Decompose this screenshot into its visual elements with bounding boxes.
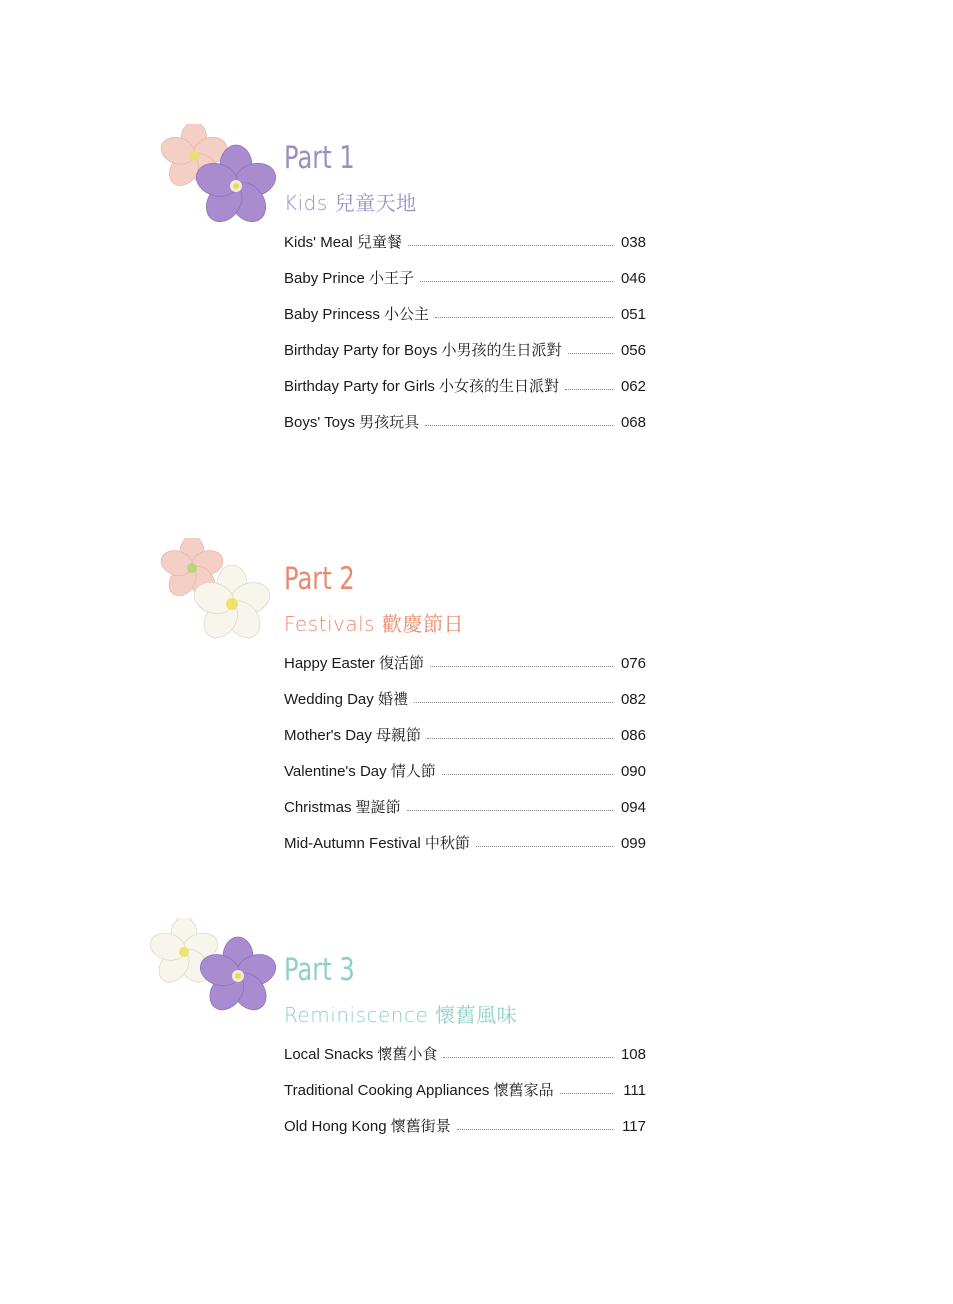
toc-entry-page: 051: [620, 306, 646, 323]
leader-dots: [414, 691, 613, 703]
toc-entry[interactable]: [284, 691, 646, 727]
leader-dots: [420, 270, 613, 282]
leader-dots: [476, 835, 613, 847]
toc-list: [284, 655, 646, 871]
toc-entry-page: 082: [620, 691, 646, 708]
toc-entry-page: 099: [620, 835, 646, 852]
leader-dots: [408, 234, 613, 246]
part-title: Part 1: [284, 140, 355, 176]
toc-entry-label: Valentine's Day 情人節: [284, 763, 436, 780]
toc-entry-label: Wedding Day 婚禮: [284, 691, 408, 708]
toc-entry-label: Mid-Autumn Festival 中秋節: [284, 835, 470, 852]
toc-entry-label: Old Hong Kong 懷舊街景: [284, 1118, 451, 1135]
leader-dots: [435, 306, 613, 318]
flower-decoration-icon: [148, 918, 278, 1018]
toc-entry[interactable]: [284, 414, 646, 450]
leader-dots: [565, 378, 613, 390]
toc-entry-label: Birthday Party for Boys 小男孩的生日派對: [284, 342, 562, 359]
toc-entry-page: 108: [620, 1046, 646, 1063]
toc-entry-label: Baby Prince 小王子: [284, 270, 415, 287]
leader-dots: [425, 414, 613, 426]
toc-entry[interactable]: [284, 727, 646, 763]
toc-entry-page: 062: [620, 378, 646, 395]
part-subtitle: Festivals 歡慶節日: [284, 612, 464, 636]
flower-decoration-icon: [158, 538, 274, 644]
toc-entry[interactable]: [284, 655, 646, 691]
leader-dots: [430, 655, 613, 667]
toc-entry-label: Boys' Toys 男孩玩具: [284, 414, 420, 431]
toc-entry[interactable]: [284, 342, 646, 378]
toc-entry-label: Birthday Party for Girls 小女孩的生日派對: [284, 378, 560, 395]
leader-dots: [427, 727, 613, 739]
toc-entry-label: Christmas 聖誕節: [284, 799, 401, 816]
part-title: Part 3: [284, 952, 355, 988]
toc-entry-page: 111: [623, 1082, 646, 1099]
toc-entry-page: 056: [620, 342, 646, 359]
toc-entry-page: 117: [622, 1118, 646, 1135]
toc-list: [284, 1046, 646, 1154]
leader-dots: [560, 1082, 613, 1094]
toc-entry-page: 038: [620, 234, 646, 251]
toc-entry-page: 094: [620, 799, 646, 816]
toc-entry-label: Mother's Day 母親節: [284, 727, 422, 744]
toc-entry[interactable]: [284, 1082, 646, 1118]
toc-entry[interactable]: [284, 835, 646, 871]
toc-entry-label: Local Snacks 懷舊小食: [284, 1046, 438, 1063]
toc-entry[interactable]: [284, 306, 646, 342]
toc-entry[interactable]: [284, 270, 646, 306]
toc-entry[interactable]: [284, 234, 646, 270]
toc-entry[interactable]: [284, 1118, 646, 1154]
flower-decoration-icon: [158, 124, 278, 232]
leader-dots: [457, 1118, 613, 1130]
toc-entry[interactable]: [284, 799, 646, 835]
toc-entry-label: Kids' Meal 兒童餐: [284, 234, 402, 251]
toc-entry-page: 086: [620, 727, 646, 744]
toc-entry-page: 076: [620, 655, 646, 672]
leader-dots: [407, 799, 613, 811]
toc-entry-label: Happy Easter 復活節: [284, 655, 425, 672]
toc-entry[interactable]: [284, 763, 646, 799]
part-subtitle: Kids 兒童天地: [284, 191, 417, 215]
part-subtitle: Reminiscence 懷舊風味: [284, 1003, 518, 1027]
toc-entry-page: 068: [620, 414, 646, 431]
toc-entry-label: Traditional Cooking Appliances 懷舊家品: [284, 1082, 554, 1099]
part-title: Part 2: [284, 561, 355, 597]
leader-dots: [442, 763, 613, 775]
toc-entry[interactable]: [284, 378, 646, 414]
toc-entry-page: 046: [620, 270, 646, 287]
toc-entry-page: 090: [620, 763, 646, 780]
leader-dots: [443, 1046, 613, 1058]
toc-entry-label: Baby Princess 小公主: [284, 306, 430, 323]
leader-dots: [568, 342, 613, 354]
toc-entry[interactable]: [284, 1046, 646, 1082]
toc-list: [284, 234, 646, 450]
